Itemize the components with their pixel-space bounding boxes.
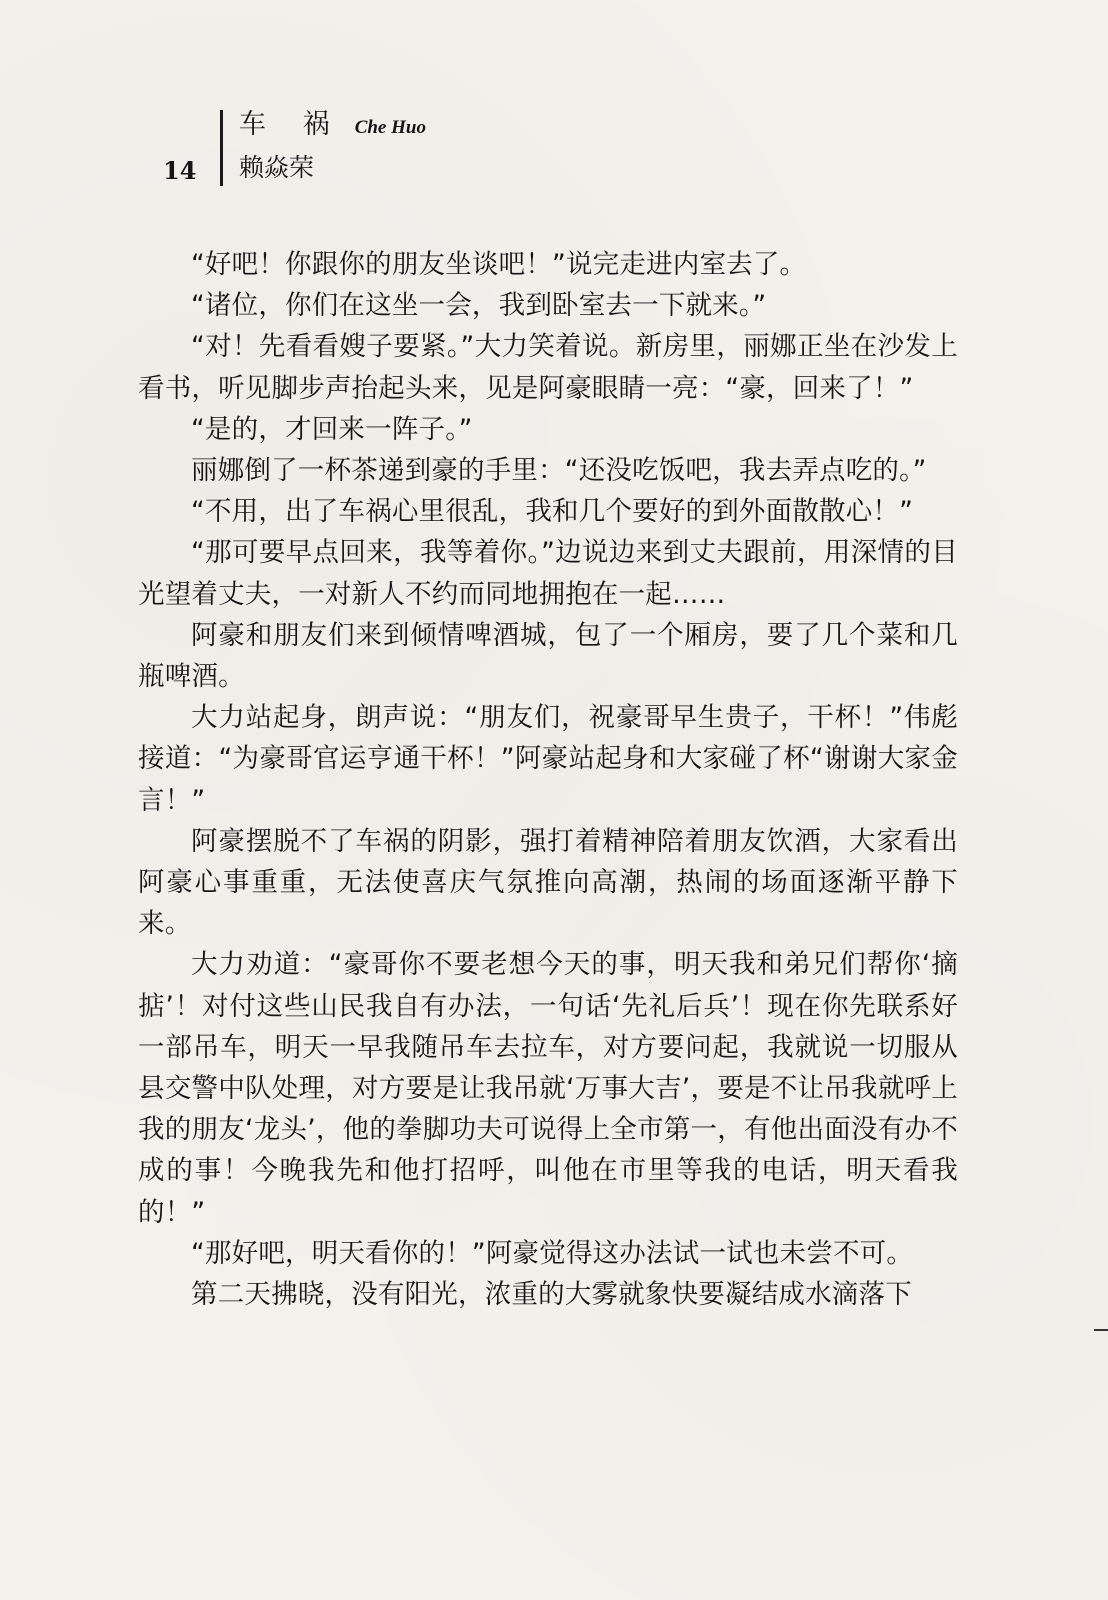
chapter-title [239, 108, 426, 145]
scan-edge-mark [1094, 1329, 1108, 1331]
paragraph: “好吧！你跟你的朋友坐谈吧！”说完走进内室去了。 [191, 249, 807, 280]
paragraph: 阿豪摆脱不了车祸的阴影，强打着精神陪着朋友饮酒，大家看出阿豪心事重重，无法使喜庆气氛推向高潮，热闹的场面逐渐平静下来。 [138, 825, 958, 940]
paragraph: “对！先看看嫂子要紧。”大力笑着说。新房里，丽娜正坐在沙发上看书，听见脚步声抬起头来，见是阿豪眼睛一亮：“豪，回来了！” [138, 331, 958, 404]
body-text [138, 244, 958, 1315]
paragraph: 大力站起身，朗声说：“朋友们，祝豪哥早生贵子，干杯！”伟彪接道：“为豪哥官运亨通干杯！”阿豪站起身和大家碰了杯“谢谢大家金言！” [138, 702, 958, 816]
paragraph: “是的，才回来一阵子。” [191, 413, 473, 445]
paragraph: “不用，出了车祸心里很乱，我和几个要好的到外面散散心！” [191, 496, 914, 528]
paragraph: “那好吧，明天看你的！”阿豪觉得这办法试一试也未尝不可。 [191, 1237, 914, 1269]
paragraph: 大力劝道：“豪哥你不要老想今天的事，明天我和弟兄们帮你‘摘掂’！对付这些山民我自有办法，一句话‘先礼后兵’！现在你先联系好一部吊车，明天一早我随吊车去拉车，对方要问起，我就说一切服从县交警中队处理，对方要是让我吊就‘万事大吉’，要是不让吊我就呼上我的朋友‘龙头’，他的拳脚功夫可说得上全市第一，有他出面没有办不成的事！今晚我先和他打招呼，叫他在市里等我的电话，明天看我的！” [138, 949, 958, 1228]
paragraph: “诸位，你们在这坐一会，我到卧室去一下就来。” [191, 290, 767, 322]
paragraph: 阿豪和朋友们来到倾情啤酒城，包了一个厢房，要了几个菜和几瓶啤酒。 [138, 619, 958, 693]
page-number: 14 [163, 156, 197, 185]
chapter-title-pinyin: Che Huo [354, 117, 426, 138]
paragraph: 丽娜倒了一杯茶递到豪的手里：“还没吃饭吧，我去弄点吃的。” [191, 455, 927, 487]
header-divider [220, 110, 223, 186]
chapter-title-chinese: 车 祸 [239, 109, 344, 140]
author-name: 赖焱荣 [239, 153, 315, 182]
paragraph: “那可要早点回来，我等着你。”边说边来到丈夫跟前，用深情的目光望着丈夫，一对新人不约而同地拥抱在一起…… [138, 537, 958, 610]
paragraph: 第二天拂晓，没有阳光，浓重的大雾就象快要凝结成水滴落下 [191, 1279, 912, 1311]
